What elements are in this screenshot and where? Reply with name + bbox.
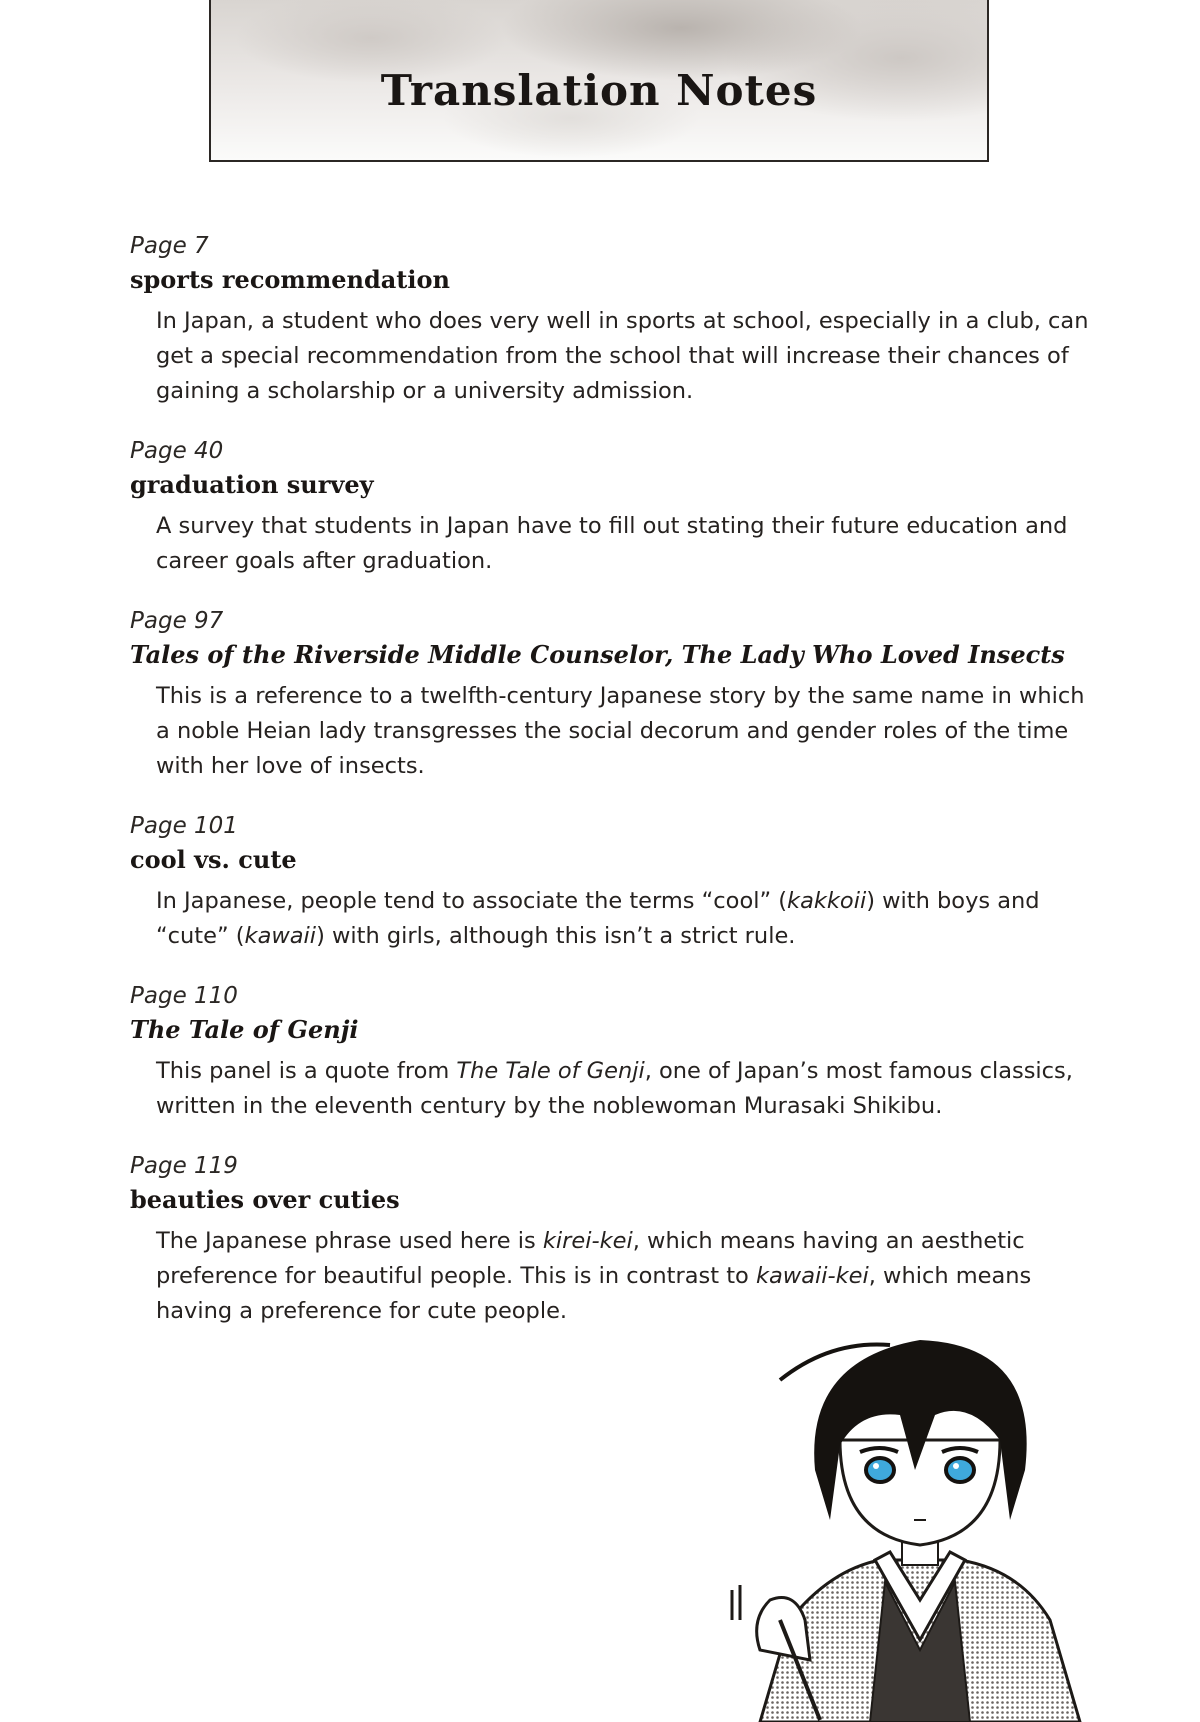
notes-list bbox=[130, 230, 1090, 1355]
note-item bbox=[130, 435, 1090, 579]
note-term: The Tale of Genji bbox=[130, 1015, 359, 1044]
note-body: This is a reference to a twelfth-century Japanese story by the same name in which a noble Heian lady transgresses the social decorum and gender roles of the time with her love of insects. bbox=[156, 683, 1085, 779]
note-page-ref: Page 7 bbox=[130, 233, 209, 259]
title-banner bbox=[209, 0, 989, 162]
page-title: Translation Notes bbox=[380, 66, 818, 115]
note-term: beauties over cuties bbox=[130, 1185, 400, 1214]
note-term: Tales of the Riverside Middle Counselor, The Lady Who Loved Insects bbox=[130, 640, 1065, 669]
note-item bbox=[130, 980, 1090, 1124]
left-eye bbox=[866, 1458, 894, 1482]
note-item bbox=[130, 605, 1090, 784]
note-page-ref: Page 40 bbox=[130, 438, 224, 464]
note-term: cool vs. cute bbox=[130, 845, 297, 874]
note-page-ref: Page 119 bbox=[130, 1153, 238, 1179]
note-body: In Japan, a student who does very well in sports at school, especially in a club, can get a special recommendation from the school that will increase their chances of gaining a scholarship or a university admission. bbox=[156, 308, 1089, 404]
note-body: This panel is a quote from The Tale of Genji, one of Japan’s most famous classics, written in the eleventh century by the noblewoman Murasaki Shikibu. bbox=[156, 1058, 1073, 1119]
manga-character-illustration bbox=[720, 1320, 1120, 1722]
note-page-ref: Page 110 bbox=[130, 983, 238, 1009]
note-item bbox=[130, 810, 1090, 954]
note-page-ref: Page 97 bbox=[130, 608, 224, 634]
note-body: A survey that students in Japan have to fill out stating their future education and career goals after graduation. bbox=[156, 513, 1068, 574]
note-page-ref: Page 101 bbox=[130, 813, 238, 839]
right-eye bbox=[946, 1458, 974, 1482]
note-term: graduation survey bbox=[130, 470, 374, 499]
note-item bbox=[130, 1150, 1090, 1329]
note-term: sports recommendation bbox=[130, 265, 450, 294]
note-body: The Japanese phrase used here is kirei-kei, which means having an aesthetic preference for beautiful people. This is in contrast to kawaii-kei, which means having a preference for cute people. bbox=[156, 1228, 1032, 1324]
note-item bbox=[130, 230, 1090, 409]
note-body: In Japanese, people tend to associate the terms “cool” (kakkoii) with boys and “cute” (kawaii) with girls, although this isn’t a strict rule. bbox=[156, 888, 1040, 949]
